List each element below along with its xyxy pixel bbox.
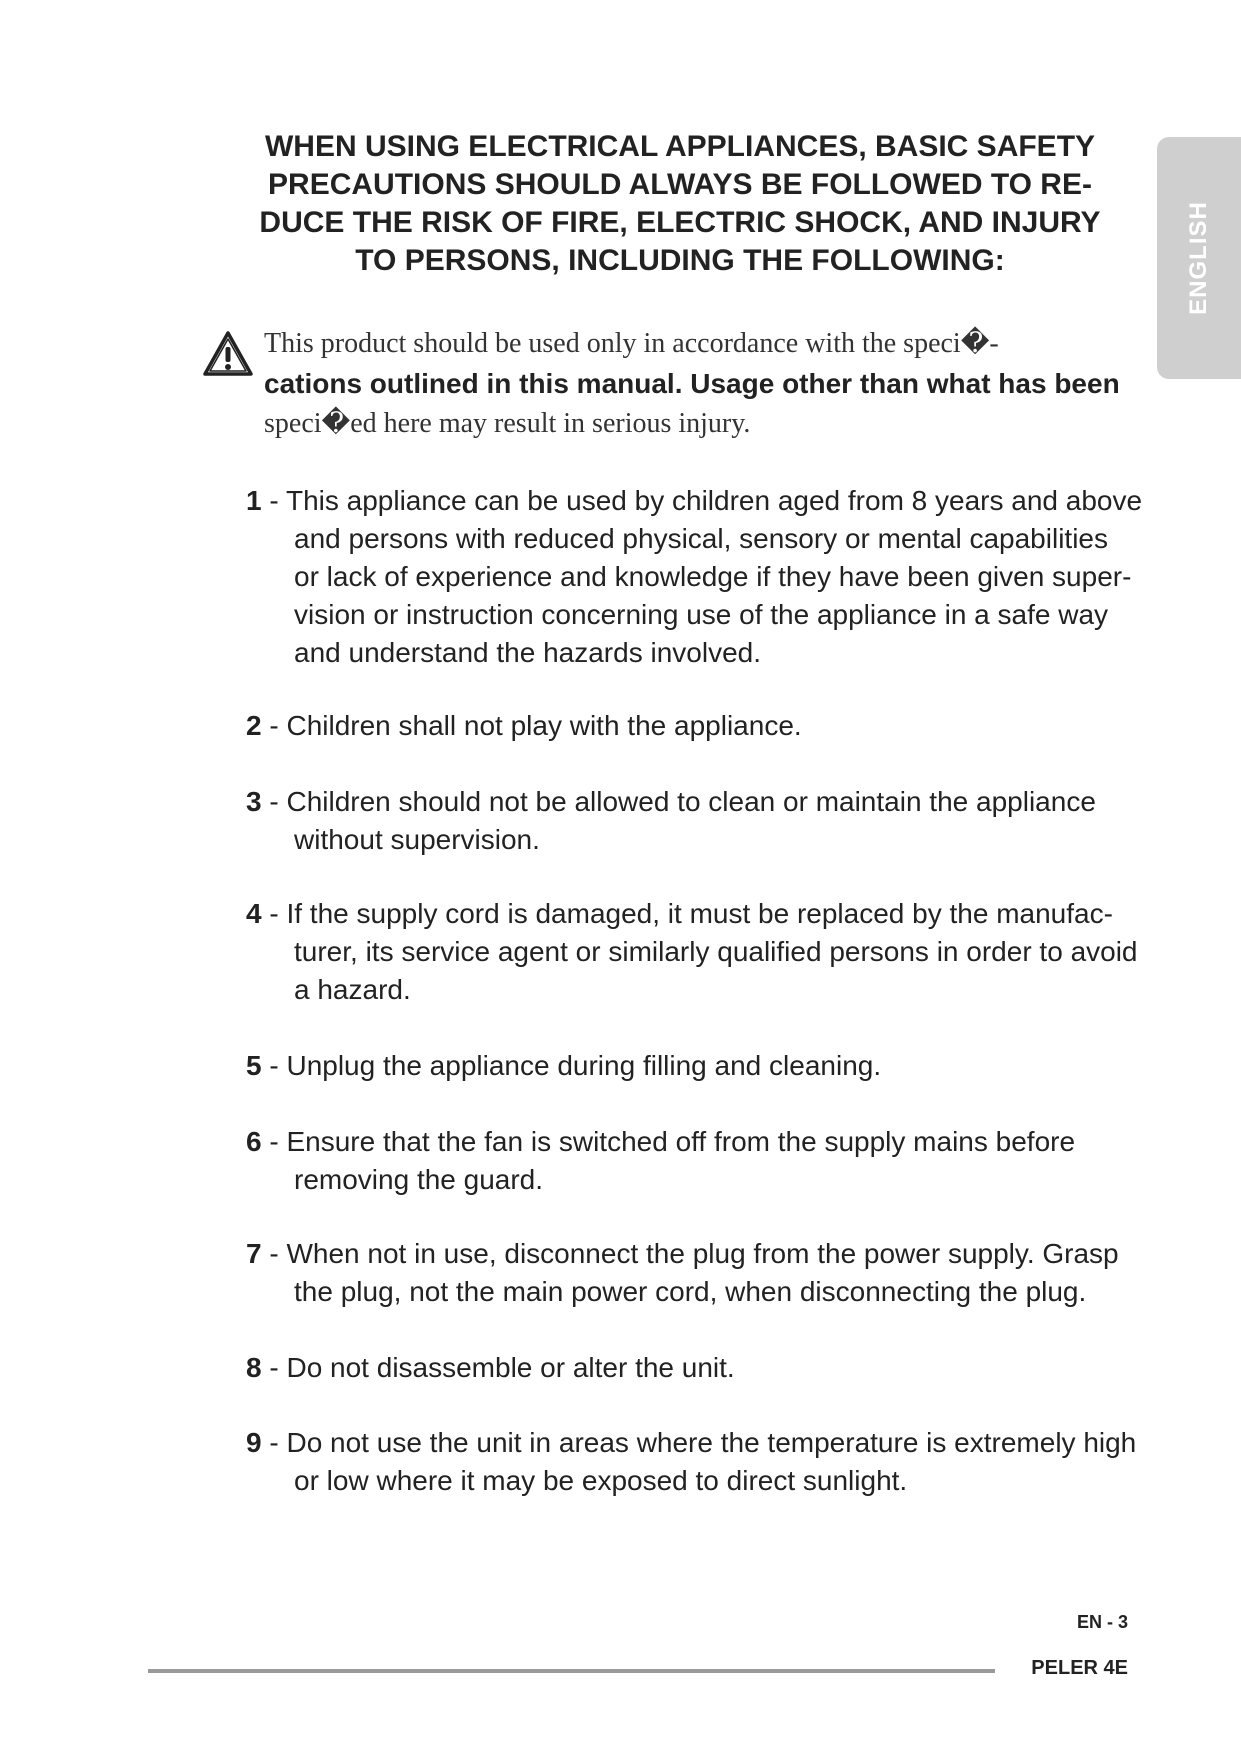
language-tab [1157, 137, 1241, 379]
item-text: the plug, not the main power cord, when disconnecting the plug. [294, 1276, 1087, 1307]
item-text: or lack of experience and knowledge if they have been given super- [294, 561, 1132, 592]
item-separator: - [261, 898, 287, 929]
item-separator: - [261, 710, 287, 741]
item-number: 3 [246, 786, 262, 817]
item-separator: - [261, 1238, 287, 1269]
footer-rule [148, 1669, 995, 1673]
item-number: 6 [246, 1126, 262, 1157]
safety-item-3 [246, 783, 1146, 859]
item-number: 2 [246, 710, 262, 741]
warning-line-bold: cations outlined in this manual. Usage other than what has been [264, 368, 1120, 399]
item-text: Do not use the unit in areas where the temperature is extremely high [286, 1427, 1137, 1458]
item-separator: - [261, 485, 286, 516]
item-text: Unplug the appliance during filling and cleaning. [286, 1050, 882, 1081]
heading-line: TO PERSONS, INCLUDING THE FOLLOWING: [355, 244, 1005, 277]
item-text: a hazard. [294, 974, 411, 1005]
safety-item-8 [246, 1349, 1146, 1387]
safety-heading [225, 128, 1135, 280]
item-text: Children shall not play with the appliance. [286, 710, 802, 741]
item-text: or low where it may be exposed to direct sunlight. [294, 1465, 908, 1496]
language-tab-label: ENGLISH [1185, 201, 1212, 315]
model-name: PELER 4E [1031, 1657, 1128, 1679]
item-text: This appliance can be used by children aged from 8 years and above [285, 485, 1143, 516]
item-separator: - [261, 786, 287, 817]
item-separator: - [261, 1126, 287, 1157]
item-text: turer, its service agent or similarly qualified persons in order to avoid [294, 936, 1138, 967]
item-text: vision or instruction concerning use of the appliance in a safe way [294, 599, 1109, 630]
item-text: without supervision. [294, 824, 540, 855]
safety-item-2 [246, 707, 1146, 745]
item-number: 7 [246, 1238, 262, 1269]
heading-line: DUCE THE RISK OF FIRE, ELECTRIC SHOCK, AND INJURY [259, 206, 1101, 239]
item-text: When not in use, disconnect the plug from the power supply. Grasp [286, 1238, 1119, 1269]
item-number: 8 [246, 1352, 262, 1383]
item-number: 9 [246, 1427, 262, 1458]
item-text: Children should not be allowed to clean or maintain the appliance [286, 786, 1096, 817]
item-separator: - [261, 1427, 287, 1458]
safety-item-4 [246, 895, 1146, 1009]
safety-item-9 [246, 1424, 1146, 1500]
item-number: 4 [246, 898, 262, 929]
heading-line: PRECAUTIONS SHOULD ALWAYS BE FOLLOWED TO RE- [268, 168, 1092, 201]
warning-notice [264, 324, 1144, 444]
item-separator: - [261, 1050, 287, 1081]
item-text: removing the guard. [294, 1164, 544, 1195]
item-text: and persons with reduced physical, sensory or mental capabilities [294, 523, 1108, 554]
safety-item-1 [246, 482, 1146, 672]
item-text: Ensure that the fan is switched off from the supply mains before [286, 1126, 1076, 1157]
warning-line: This product should be used only in accordance with the speci�- [264, 328, 999, 359]
item-separator: - [261, 1352, 287, 1383]
warning-triangle-icon [202, 330, 254, 378]
item-text: If the supply cord is damaged, it must be replaced by the manufac- [286, 898, 1113, 929]
safety-item-5 [246, 1047, 1146, 1085]
item-number: 5 [246, 1050, 262, 1081]
page-number: EN - 3 [1076, 1612, 1128, 1632]
safety-item-6 [246, 1123, 1146, 1199]
safety-item-7 [246, 1235, 1146, 1311]
item-number: 1 [246, 485, 262, 516]
warning-line: speci�ed here may result in serious injury. [264, 408, 751, 439]
heading-line: WHEN USING ELECTRICAL APPLIANCES, BASIC SAFETY [264, 130, 1096, 163]
item-text: and understand the hazards involved. [294, 637, 761, 668]
item-text: Do not disassemble or alter the unit. [286, 1352, 735, 1383]
